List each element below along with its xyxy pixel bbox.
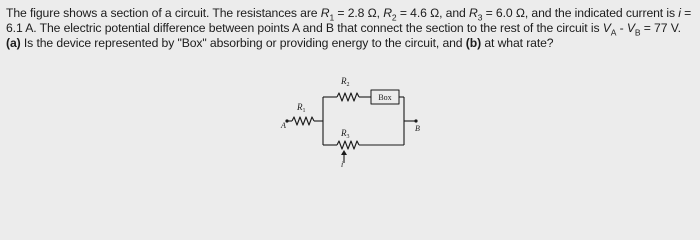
r3-label: $R_3$ bbox=[341, 128, 350, 140]
problem-statement: The figure shows a section of a circuit. The resistances are $R_1 = 2.8$ Ω, $R_2 = 4.6$ Ω, and $R_3 = 6.0$ Ω, and the indicated current is i = 6.1 A. The electric potential difference between points A and B that connect the section to the rest of the circuit is $V_A - V_B = 77$ V. (a) Is the device represented by "Box" absorbing or providing energy to the circuit, and (b) at what rate? bbox=[6, 6, 692, 51]
resistor-r2 bbox=[337, 93, 359, 101]
box-label: Box bbox=[378, 93, 392, 102]
current-label: i bbox=[341, 160, 344, 167]
terminal-b bbox=[414, 119, 417, 122]
resistor-r3 bbox=[337, 141, 359, 149]
resistor-r1 bbox=[292, 117, 314, 125]
point-a-label: A bbox=[281, 121, 286, 130]
point-b-label: B bbox=[415, 124, 420, 133]
r2-label: $R_2$ bbox=[341, 76, 350, 88]
r1-label: $R_1$ bbox=[297, 102, 306, 114]
current-arrow-head bbox=[341, 150, 347, 155]
